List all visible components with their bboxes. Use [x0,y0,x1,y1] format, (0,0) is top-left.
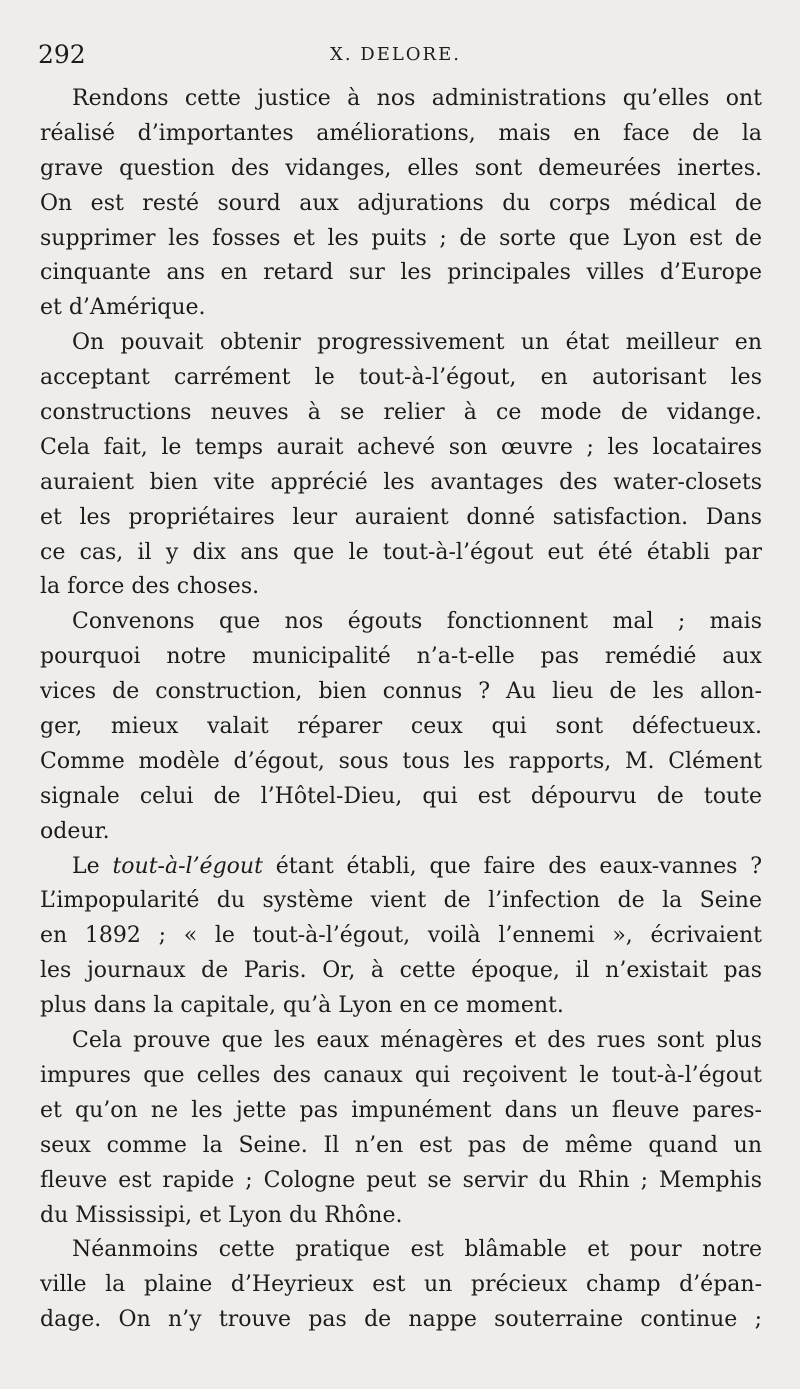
text-run: étant établi, que faire des eaux-vannes ? [262,853,762,879]
text-run: L’impopularité du système vient de l’infection de la Seine [40,888,762,914]
text-line [40,466,762,501]
page-number: 292 [38,40,86,69]
text-run: signale celui de l’Hôtel-Dieu, qui est dépourvu de toute [40,783,762,809]
text-run: réalisé d’importantes améliorations, mais en face de la [40,120,762,146]
text-run: ger, mieux valait réparer ceux qui sont défectueux. [40,714,762,740]
text-run: pourquoi notre municipalité n’a-t-elle pas remédié aux [40,644,762,670]
text-run: les journaux de Paris. Or, à cette époque, il n’existait pas [40,958,762,984]
text-run: et les propriétaires leur auraient donné satisfaction. Dans [40,504,762,530]
text-line [40,396,762,431]
text-run: dage. On n’y trouve pas de nappe souterraine continue ; [40,1307,762,1333]
text-run: et qu’on ne les jette pas impunément dans un fleuve pares- [40,1097,762,1123]
text-line [40,536,762,571]
text-line [40,222,762,257]
text-run: ville la plaine d’Heyrieux est un précieux champ d’épan- [40,1272,762,1298]
text-run: auraient bien vite apprécié les avantages des water-closets [40,469,762,495]
text-run: en 1892 ; « le tout-à-l’égout, voilà l’ennemi », écrivaient [40,923,762,949]
text-run: Cela prouve que les eaux ménagères et des rues sont plus [72,1028,762,1054]
text-run: cinquante ans en retard sur les principales villes d’Europe [40,260,762,286]
text-run: fleuve est rapide ; Cologne peut se servir du Rhin ; Memphis [40,1167,762,1193]
text-line [40,326,762,361]
text-run: Néanmoins cette pratique est blâmable et pour notre [72,1237,762,1263]
text-run: seux comme la Seine. Il n’en est pas de même quand un [40,1132,762,1158]
text-line [40,850,762,885]
text-line [40,780,762,815]
text-line [40,361,762,396]
text-line [40,605,762,640]
text-line [40,431,762,466]
text-run: Convenons que nos égouts fonctionnent mal ; mais [72,609,762,635]
text-run: la force des choses. [40,574,260,600]
text-line [40,1059,762,1094]
text-run: odeur. [40,818,110,844]
text-line [40,1164,762,1199]
text-line [40,1094,762,1129]
text-run: acceptant carrément le tout-à-l’égout, en autorisant les [40,365,762,391]
text-run: du Mississipi, et Lyon du Rhône. [40,1202,403,1228]
running-header [38,40,760,70]
text-line [40,82,762,117]
text-run: On est resté sourd aux adjurations du corps médical de [40,190,762,216]
running-title: X. DELORE. [330,44,461,65]
body-text [40,82,762,1338]
text-line [40,1303,762,1338]
text-line [40,989,762,1024]
text-run: impures que celles des canaux qui reçoivent le tout-à-l’égout [40,1062,762,1088]
text-line [40,640,762,675]
text-line [40,291,762,326]
text-run: Cela fait, le temps aurait achevé son œuvre ; les locataires [40,434,762,460]
text-line [40,570,762,605]
text-line [40,117,762,152]
text-run: et d’Amérique. [40,295,206,321]
text-run: vices de construction, bien connus ? Au lieu de les allon- [40,679,762,705]
text-run: constructions neuves à se relier à ce mode de vidange. [40,400,762,426]
text-run: Rendons cette justice à nos administrations qu’elles ont [72,86,762,111]
text-line [40,152,762,187]
text-line [40,1233,762,1268]
text-line [40,919,762,954]
text-line [40,256,762,291]
text-line [40,1129,762,1164]
text-line [40,954,762,989]
text-line [40,710,762,745]
text-line [40,884,762,919]
text-line [40,1024,762,1059]
text-line [40,1268,762,1303]
italic-term: tout-à-l’égout [112,853,263,879]
text-run: plus dans la capitale, qu’à Lyon en ce moment. [40,993,564,1019]
text-run: supprimer les fosses et les puits ; de sorte que Lyon est de [40,225,762,251]
text-line [40,815,762,850]
text-run: ce cas, il y dix ans que le tout-à-l’égout eut été établi par [40,539,762,565]
text-line [40,745,762,780]
text-line [40,1199,762,1234]
text-run: grave question des vidanges, elles sont demeurées inertes. [40,155,762,181]
text-line [40,675,762,710]
text-run: Le [72,853,113,879]
text-line [40,187,762,222]
text-run: Comme modèle d’égout, sous tous les rapports, M. Clément [40,748,762,774]
text-run: On pouvait obtenir progressivement un état meilleur en [72,330,762,356]
text-line [40,501,762,536]
